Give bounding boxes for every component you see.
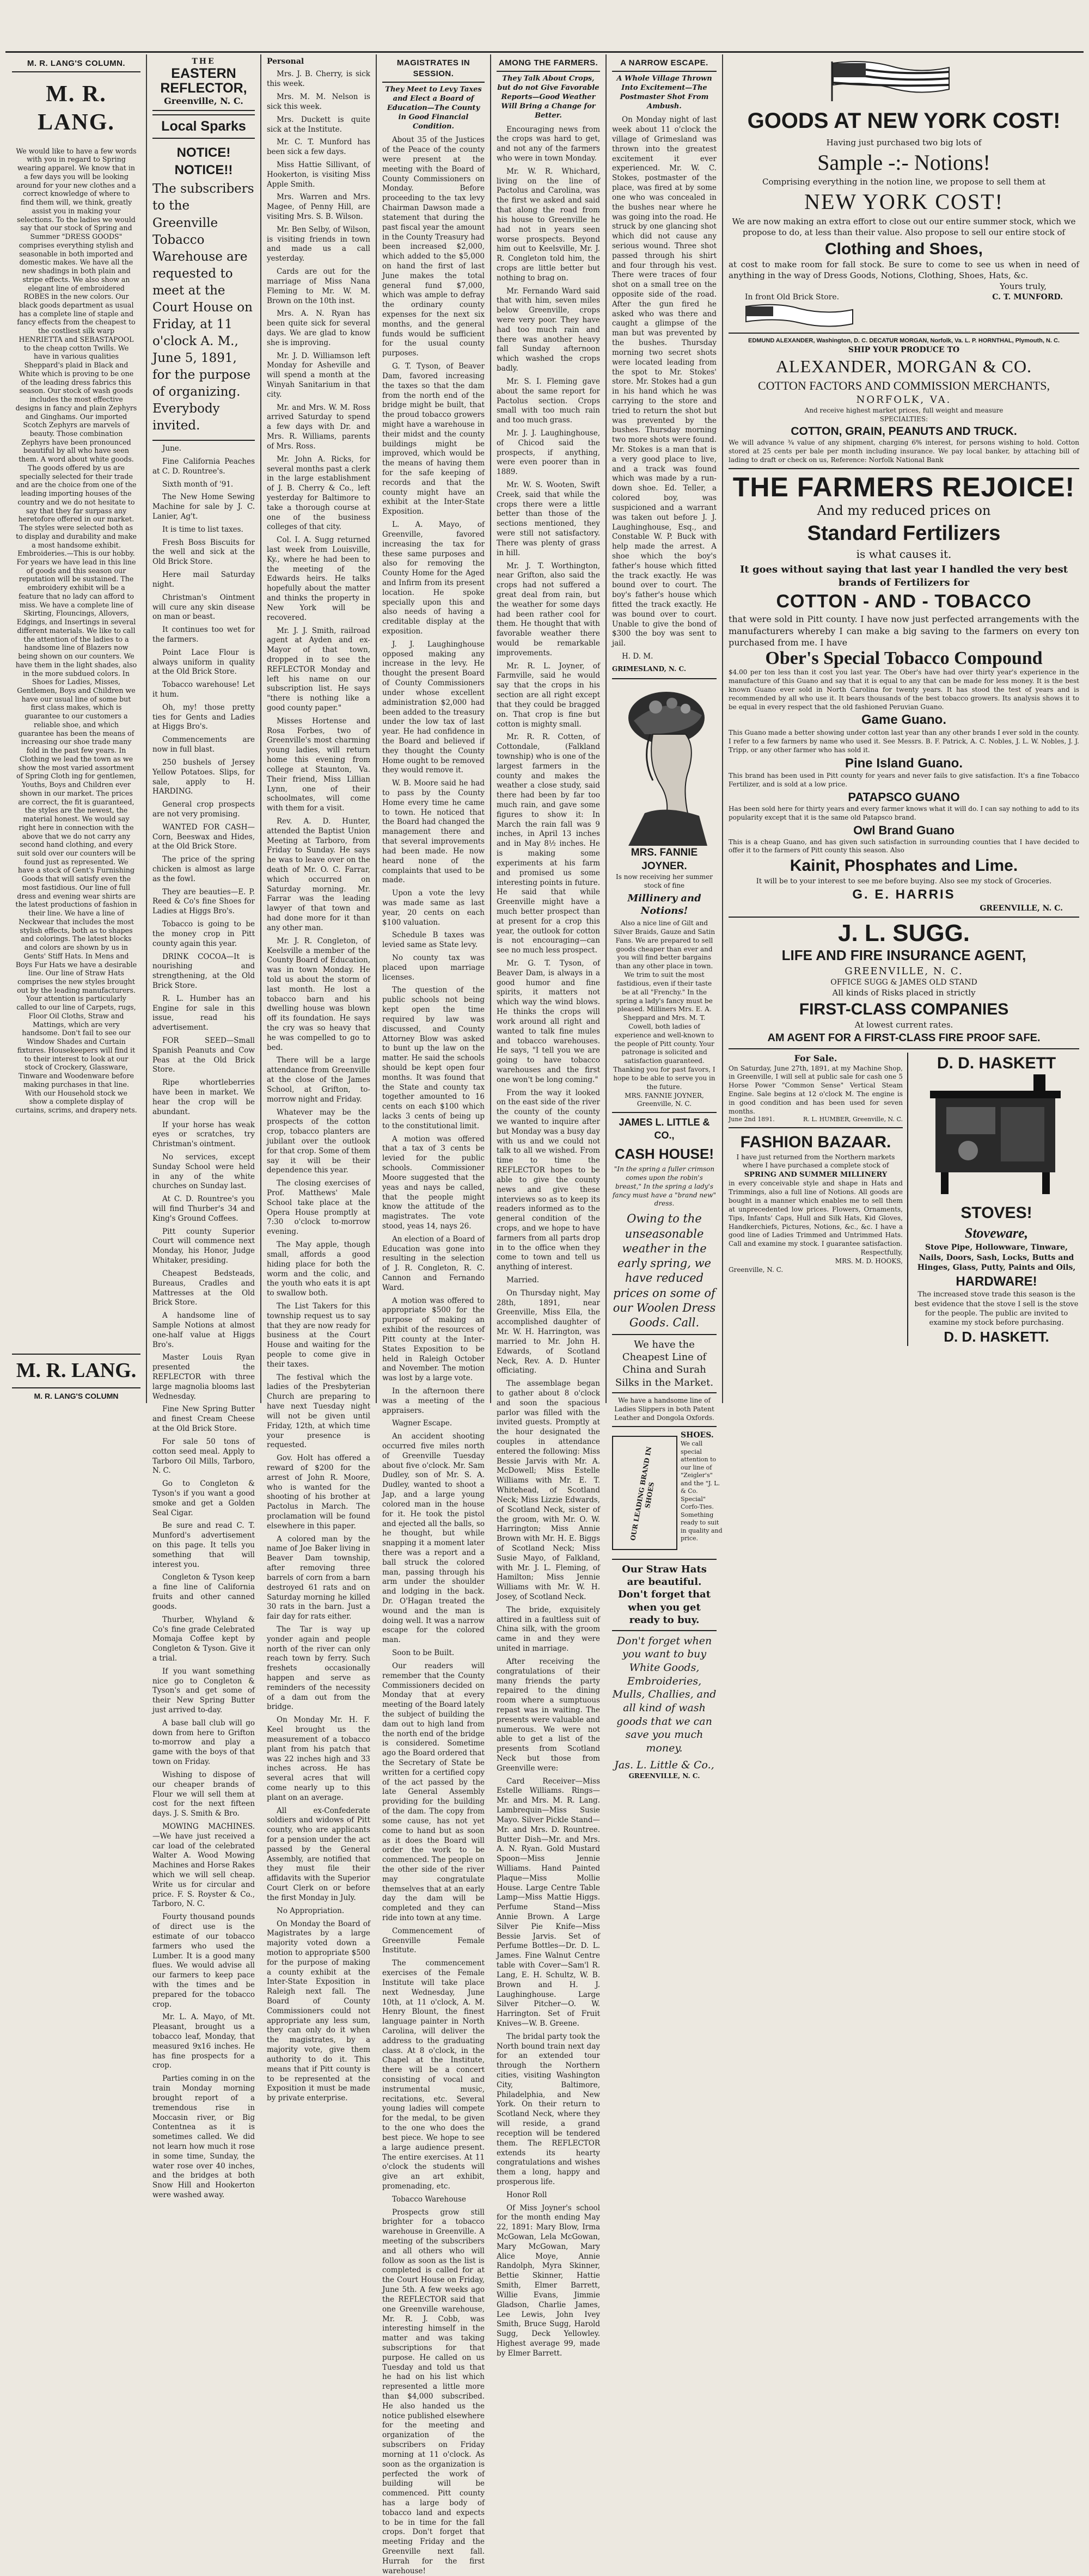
- personal-item: The festival which the ladies of the Presbyterian Church are preparing to have next Tuesday night will not be given until Friday, 12th, at which time your presence is requested.: [267, 1373, 370, 1450]
- article-paragraph: G. T. Tyson, of Beaver Dam, favored increasing the taxes so that the dam from the north end of the bridge might be built, that the proud tobacco growers might have a warehouse in their midst and the county buildings might be improved, which would be the means of having them for the safe keeping of records and that the county might have an exhibit at the Inter-State Exposition.: [382, 362, 485, 517]
- article-paragraph: Of Miss Joyner's school for the month ending May 22, 1891: Mary Blow, Irma McGowan, Lela McGowan, Mary McGowan, Mary Alice Moye, Annie Randolph, Myra Skinner, Bettie Skinner, Hattie Smith, Elmer Barrett, Willie Evans, Jimmie Gladson, Charlie James, Lee Lewis, John Ivey Smith, Bruce Sugg, Harold Sugg, Deck Yellowley. Highest average 99, made by Elmer Barrett.: [497, 2203, 600, 2358]
- section-title-local-sparks: Local Sparks: [152, 114, 255, 139]
- article-paragraph: Card Receiver—Miss Estelle Williams. Rings—Mr. and Mrs. M. R. Lang. Lambrequin—Miss Susie Mayo. Silver Pickle Stand—Mr. and Mrs. D. Rountree. Butter Dish—Mr. and Mrs. A. N. Ryan. Gold Mustard Spoon—Miss Jennie Williams. Hand Painted Plaque—Miss Mollie House. Large Centre Table Lamp—Miss Mattie Higgs. Perfume Stand—Miss Annie Brown. A Large Silver Pie Knife—Miss Bessie Jarvis. Set of Perfume Bottles—Dr. D. L. James. Fine Walnut Centre table with Cover—Sam'l R. Lang, E. H. Schultz, W. B. Brown and H. J. Laughinghouse. Large Silver Pitcher—O. W. Harrington. Set of Fruit Knives—W. B. Greene.: [497, 1776, 600, 2028]
- article-paragraph: In the afternoon there was a meeting of the appraisers.: [382, 1386, 485, 1415]
- local-items-list: [152, 444, 255, 2200]
- personal-item: Gov. Holt has offered a reward of $200 for the arrest of John R. Moore, who is wanted for the shooting of his brother at Pactolus in March. The proclamation will be found elsewhere in this paper.: [267, 1454, 370, 1530]
- stoveware: Stoveware,: [964, 1225, 1029, 1241]
- munford-location: In front Old Brick Store.: [745, 292, 840, 302]
- article-paragraph: An accident shooting occurred five miles north of Greenville Tuesday about five o'clock. Mr. Sam Dudley, son of Mr. S. A. Dudley, wanted to shoot a Jap, and a large young colored man in the house for it. He took the pistol and ejected all the balls, so he thought, but while snapping it a moment later there was a report and a ball struck the colored man, passing through his arm under the shoulder and lodging in the back. Dr. O'Hagan treated the wound and the man is doing well. It was a narrow escape for the colored man.: [382, 1432, 485, 1645]
- local-item: Ripe whortleberries have been in market. We hear the crop will be abundant.: [152, 1078, 255, 1116]
- column-rule: [605, 54, 607, 1403]
- personal-item: Mrs. A. N. Ryan has been quite sick for several days. We are glad to know she is improving.: [267, 309, 370, 347]
- comprising: Comprising everything in the notion line, we propose to sell them at: [762, 177, 1045, 187]
- local-item: Thurber, Whyland & Co's fine grade Celebrated Momaja Coffee kept by Congleton & Tyson. Give it a trial.: [152, 1615, 255, 1663]
- personal-item: Mrs. J. B. Cherry, is sick this week.: [267, 70, 370, 89]
- standard-fertilizers: Standard Fertilizers: [807, 521, 1001, 545]
- flag-small-icon: [745, 302, 854, 329]
- magistrates-header: MAGISTRATES IN SESSION.: [382, 58, 485, 83]
- sugg-name: J. L. SUGG.: [837, 920, 970, 947]
- personal-item: Mr. J. D. Williamson left Monday for Asheville and will spend a month at the Winyah Sanitarium in that city.: [267, 351, 370, 399]
- amh-sub: COTTON FACTORS AND COMMISSION MERCHANTS,: [757, 379, 1050, 393]
- what-causes: is what causes it.: [856, 547, 952, 561]
- lang-body: We would like to have a few words with you in regard to Spring wearing apparel. We know that in a few days you will be looking around for your new clothes and a correct knowledge of where to find them will, we think, greatly assist you in making your selections. To the ladies we would say that our stock of Spring and Summer "DRESS GOODS" comprises everything stylish and seasonable in both imported and domestic makes. We have all the new shadings in both plain and stripe effects. We also show an elegant line of embroidered ROBES in the new colors. Our black goods department as usual has a complete line of staple and fancy effects from the cheapest to the costliest silk warp HENRIETTA and SEBASTAPOOL to the cheap cotton Twills. We have in various qualities Sheppard's plaid in Black and White which is proving to be one of the leading dress fabrics this season. Our stock of wash goods includes the most effective designs in fancy and plain Zephyrs and Ginghams. Our imported Scotch Zephyrs are marvels of beauty. Those combination Zephyrs have been pronounced beautiful by all who have seen them. A word about white goods. The goods offered by us are specially selected for their trade and are the choice from one of the leading importing houses of the country and we do not hesitate to say that they far surpass any heretofore offered in our market. The styles were selected both as to display and durability and make a most handsome exhibit. Embroideries.—This is our hobby. For years we have lead in this line of goods and this season our reputation will be sustained. The embroidery exhibit will be a feature that no lady can afford to miss. We have a complete line of Skirting, Flouncings, Allovers, Edgings, and Insertings in several different materials. We like to call the attention of the ladies to a handsome line of Blazers now being shown on our counters. We have them in the light shades, also in the more subdued colors. In Shoes for Ladies, Misses, Gentlemen, Boys and Children we have our usual line of some but first class makes, which is guarantee to our customers a reliable shoe, and which guarantee has been the means of increasing our shoe trade many fold in the past few years. In Clothing we lead the town as we show the most varied assortment of Spring Cloth ing for gentlemen, Youths, Boys and Children ever shown in our market. The prices are correct, the fit is guaranteed, the styles are the newest, the material honest. We would say right here in connection with the above that we do not carry any second hand clothing, and every suit sold over our counters will be found just as represented. We have a stock of Gent's Furnishing Goods that will satisfy even the most fastidious. Our line of full dress and evening wear shirts are the latest productions of fashion in their line. We have a line of Neckwear that includes the most stylish effects, both as to shapes and colorings. The latest blocks and colors are shown by us in Gents' Stiff Hats. In Mens and Boys Fur Hats we have a desirable line. Our line of Straw Hats comprises the new styles brought out by the leading manufacturers. Your attention is particularly called to our line of Carpets, rugs, Floor Oil Cloths, Straw and Mattings, which are very handsome. Don't fail to see our Window Shades and Curtain fixtures. Housekeepers will find it to their interest to look at our stock of Crockery, Glassware, Tinware and Woodenware before making purchases in that line. With our Household stock we show a complete display of curtains, scrims, and drapery nets.: [15, 146, 137, 1114]
- cotton-text: that were sold in Pitt county. I have now just perfected arrangements with the manufacturers whereby I can make a big saving to the farmers on every ton purchased from me. I have: [729, 614, 1079, 648]
- flag-icon: [827, 59, 952, 102]
- column-farmers: [492, 54, 604, 2358]
- local-item: Pitt county Superior Court will commence next Monday, his Honor, Judge Whitaker, presiding.: [152, 1227, 255, 1265]
- local-item: MOWING MACHINES.—We have just received a car load of the celebrated Walter A. Wood Mowing Machines and Horse Rakes which we will sell cheap. Write us for circular and price. F. S. Royster & Co., Tarboro, N. C.: [152, 1822, 255, 1909]
- local-item: Tobacco warehouse! Let it hum.: [152, 680, 255, 699]
- local-item: At C. D. Rountree's you will find Thurber's 34 and King's Ground Coffees.: [152, 1195, 255, 1223]
- article-paragraph: A motion was offered to appropriate $500 for the purpose of making an exhibit of the resources of Pitt county at the Inter-States Exposition to be held in Raleigh October and November. The motion was lost by a large vote.: [382, 1296, 485, 1383]
- extra-effort: We are now making an extra effort to close out our entire summer stock, which we propose to do, at less than their value. Also propose to sell our entire stock of: [732, 216, 1076, 237]
- joyner-sig: MRS. FANNIE JOYNER, Greenville, N. C.: [625, 1091, 704, 1108]
- lang-footer-header: M. R. LANG'S COLUMN: [34, 1391, 119, 1400]
- local-item: Sixth month of '91.: [162, 479, 234, 489]
- personal-item: The Tar is way up yonder again and people north of the river can only reach town by ferry. Such freshets occasionally happen and serve as reminders of the necessity of a dam out from the bridge.: [267, 1625, 370, 1712]
- patapsco-guano: PATAPSCO GUANO: [848, 790, 960, 804]
- escape-dateline: GRIMESLAND, N. C.: [612, 665, 687, 673]
- amh-received: And receive highest market prices, full weight and measure: [804, 407, 1004, 415]
- little-slippers: We have a handsome line of Ladies Slippers in both Patent Leather and Dongola Oxfords.: [614, 1397, 714, 1422]
- spring-millinery: SPRING AND SUMMER MILLINERY: [744, 1171, 888, 1179]
- article-paragraph: No county tax was placed upon marriage licenses.: [382, 954, 485, 982]
- personal-item: Rev. A. D. Hunter, attended the Baptist Union Meeting at Tarboro, from Friday to Sunday. He says he was to leave over on the death of Mr. O. C. Farrar, which occurred on Saturday morning. Mr. Farrar was the leading lawyer of that town and had done more for it than any other man.: [267, 816, 370, 932]
- pine-text: This brand has been used in Pitt county for years and never fails to give satisfaction. It's a fine Tobacco Fertilizer, and is sold at a low price.: [729, 772, 1079, 788]
- article-paragraph: Encouraging news from the crops was hard to get, and not any of the farmers who were in town Monday.: [497, 125, 600, 163]
- personal-item: On Monday Mr. H. F. Keel brought us the measurement of a tobacco plant from his patch that was 22 inches high and 33 inches across. He has several acres that will come nearly up to this plant on an average.: [267, 1716, 370, 1802]
- local-item: They are beauties—E. P. Reed & Co's fine Shoes for Ladies at Higgs Bro's.: [152, 887, 255, 916]
- local-item: Tobacco is going to be the money crop in Pitt county again this year.: [152, 920, 255, 948]
- personal-item: Mr. J. R. Congleton, of Keelsville a member of the County Board of Education, was in town Monday. He told us about the storm of last month. He lost a tobacco barn and his dwelling house was blown off its foundation. He says the cry was so heavy that he was compelled to go to bed.: [267, 936, 370, 1052]
- personal-item: Mr. John A. Ricks, for several months past a clerk in the large establishment of J. B. Cherry & Co., left yesterday for Baltimore to take a thorough course at one of the business colleges of that city.: [267, 454, 370, 532]
- personal-item: Mr. C. T. Munford has been sick a few days.: [267, 138, 370, 157]
- personal-item: Mr. J. J. Smith, railroad agent at Ayden and ex-Mayor of that town, dropped in to see the REFLECTOR Monday and left his name on our subscription list. He says "there is nothing like a good county paper.": [267, 626, 370, 713]
- shoes-block: [612, 1430, 723, 1556]
- article-paragraph: Mr. J. J. Laughinghouse, of Chicod said the prospects, if anything, were even poorer than in 1889.: [497, 428, 600, 477]
- column-ads: [725, 54, 1082, 1403]
- local-item: The New Home Sewing Machine for sale by J. C. Lanier, Ag't.: [152, 493, 255, 521]
- amh-names: EDMUND ALEXANDER, Washington, D. C. DECATUR MORGAN, Norfolk, Va. L. P. HORNTHAL, Plymouth, N. C.: [748, 337, 1060, 345]
- masthead-name: EASTERN REFLECTOR,: [160, 66, 247, 96]
- farmers-rejoice: THE FARMERS REJOICE!: [732, 471, 1075, 502]
- yours-truly: Yours truly,: [1000, 281, 1047, 291]
- masthead-place: Greenville, N. C.: [164, 95, 243, 106]
- article-paragraph: Wagner Escape.: [392, 1419, 452, 1428]
- local-item: A handsome line of Sample Notions at almost one-half value at Higgs Bro's.: [152, 1311, 255, 1349]
- local-item: If your horse has weak eyes or scratches, try Christman's ointment.: [152, 1120, 255, 1149]
- local-item: WANTED FOR CASH—Corn, Beeswax and Hides, at the Old Brick Store.: [152, 822, 255, 851]
- article-paragraph: On Thursday night, May 28th, 1891, near Greenville, Miss Ella, the accomplished daughter of Mr. W. H. Harrington, was married to Mr. John H. Edwards, of Scotland Neck, Rev. A. D. Hunter officiating.: [497, 1288, 600, 1375]
- sugg-agent: AM AGENT FOR A FIRST-CLASS FIRE PROOF SAFE.: [767, 1032, 1041, 1044]
- amh-ship: SHIP YOUR PRODUCE TO: [848, 345, 960, 354]
- local-item: DRINK COCOA—It is nourishing and strengthening, at the Old Brick Store.: [152, 952, 255, 990]
- local-item: A base ball club will go down from here to Grifton to-morrow and play a game with the boys of that town on Friday.: [152, 1718, 255, 1767]
- sample-notions: Sample -:- Notions!: [817, 150, 990, 175]
- article-paragraph: Mr. Fernando Ward said that with him, seven miles below Greenville, crops were very poor. They have had too much rain and there was another heavy fall Sunday afternoon which washed the crops badly.: [497, 286, 600, 373]
- local-item: General crop prospects are not very promising.: [152, 800, 255, 819]
- little-poem: "In the spring a fuller crimson comes upon the robin's breast," In the spring a lady's fancy must have a "brand new" dress.: [612, 1165, 717, 1208]
- section-title-personal: Personal: [267, 57, 304, 66]
- local-item: Oh, my! those pretty ties for Gents and Ladies at Higgs Bro's.: [152, 703, 255, 731]
- personal-item: Mrs. Duckett is quite sick at the Institute.: [267, 115, 370, 134]
- kainit-text: It will be to your interest to see me before buying. Also see my stock of Groceries.: [756, 877, 1052, 886]
- local-item: No services, except Sunday School were held in any of the white churches on Sunday last.: [152, 1152, 255, 1191]
- little-sig-place: GREENVILLE, N. C.: [628, 1772, 700, 1780]
- article-paragraph: About 35 of the Justices of the Peace of the county were present at the meeting with the Board of County Commissioners on Monday. Before proceeding to the tax levy Chairman Dawson made a statement that during the past fiscal year the amount in the County Treasury had been increased $2,000, which added to the $5,000 on hand the first of last June makes the total general fund $7,000, which was ample to defray the ordinary county expenses for the next six months, and the general funds would be sufficient for the usual county purposes.: [382, 136, 485, 358]
- local-item: Fourty thousand pounds of direct use is the estimate of our tobacco farmers who used the Lumber. It is a good many flues. We would advise all our farmers to keep pace with the times and be prepared for the tobacco crop.: [152, 1913, 255, 2009]
- article-paragraph: Mr. W. R. Whichard, living on the line of Pactolus and Carolina, was the first we asked and said that along the road from his house to Greenville he had not in years seen worse prospects. Beyond him out to Keelsville, Mr. J. R. Congleton told him, the crops are little better but nothing to brag on.: [497, 167, 600, 282]
- article-paragraph: Married.: [506, 1276, 540, 1285]
- personal-item: Misses Hortense and Rosa Forbes, two of Greenville's most charming young ladies, will return home this evening from college at Staunton, Va. Their friend, Miss Lillian Lynn, one of their schoolmates, will come with them for a visit.: [267, 716, 370, 813]
- goods-title: GOODS AT NEW YORK COST!: [747, 109, 1061, 133]
- obers-compound: Ober's Special Tobacco Compound: [765, 648, 1043, 668]
- cgpt: COTTON, GRAIN, PEANUTS AND TRUCK.: [791, 425, 1017, 438]
- sugg-office: OFFICE SUGG & JAMES OLD STAND: [830, 978, 977, 987]
- article-paragraph: Mr. R. L. Joyner, of Farmville, said he would say that the crops in his section are all right except that they could be bragged on. That crop is fine but cotton is mighty small.: [497, 661, 600, 729]
- local-item: Congleton & Tyson keep a fine line of California fruits and other canned goods.: [152, 1573, 255, 1611]
- personal-item: Col. I. A. Sugg returned last week from Louisville, Ky., where he had been to the meeting of the Edwards heirs. He talks hopefully about the matter and thinks the property in New York will be recovered.: [267, 536, 370, 622]
- article-paragraph: H. D. M.: [622, 652, 653, 661]
- harris-place: GREENVILLE, N. C.: [980, 903, 1063, 913]
- personal-item: On Monday the Board of Magistrates by a large majority voted down a motion to appropriate $500 for the purpose of making a county exhibit at the Inter-State Exposition in Raleigh next fall. The Board of County Commissioners could not appropriate any less sum, they can only do it when the magistrates, by a majority vote, give them authority to do it. This means that if Pitt county is to be represented at the Exposition it must be made by private enterprise.: [267, 1919, 370, 2103]
- article-paragraph: Upon a vote the levy was made same as last year, 20 cents on each $100 valuation.: [382, 889, 485, 927]
- personal-item: All ex-Confederate soldiers and widows of Pitt county, who are applicants for a pension under the act passed by the General Assembly, are notified that they must file their affidavits with the Superior Court Clerk on or before the first Monday in July.: [267, 1806, 370, 1902]
- article-paragraph: From the way it looked on the east side of the river the county of the county we wanted to inquire after but Monday was a busy day with us and we could not talk to all we wished. From time to time the REFLECTOR hopes to be able to give the county news and give these interviews so as to keep its readers informed as to the general condition of the crops, and we hope to have farmers from all parts drop in to the office when they come to town and tell us anything of interest.: [497, 1088, 600, 1272]
- article-paragraph: A motion was offered that a tax of 3 cents be levied for the public schools. Commissioner Moore suggested that the yeas and nays be called, that the people might know the attitude of the magistrates. The vote stood, yeas 14, nays 26.: [382, 1134, 485, 1231]
- personal-item: Cards are out for the marriage of Miss Nana Fleming to Mr. W. M. Brown on the 10th inst.: [267, 267, 370, 305]
- local-item: Point Lace Flour is always uniform in quality at the Old Brick Store.: [152, 648, 255, 677]
- respectfully: Respectfully,: [860, 1249, 903, 1257]
- escape-article: [612, 115, 717, 662]
- column-rule: [722, 54, 723, 1403]
- article-paragraph: Soon to be Built.: [392, 1649, 455, 1658]
- article-paragraph: The bride, exquisitely attired in a faultless suit of China silk, with the groom came in and they were united in marriage.: [497, 1605, 600, 1653]
- hardware: HARDWARE!: [956, 1274, 1037, 1289]
- lang-title: M. R. LANG.: [38, 81, 115, 136]
- article-paragraph: W. B. Moore said he had to pass by the County Home every time he came to town. He noticed that the Board had changed the management there and that several improvements had been made. He now heard none of the complaints that used to be made.: [382, 779, 485, 885]
- personal-item: Miss Hattie Sillivant, of Hookerton, is visiting Miss Apple Smith.: [267, 160, 370, 189]
- little-italic: Owing to the unseasonable weather in the early spring, we have reduced prices on some of our Woolen Dress Goods. Call.: [613, 1212, 716, 1330]
- hooks-place: Greenville, N. C.: [729, 1265, 784, 1274]
- stoves: STOVES!: [960, 1204, 1032, 1222]
- kainit: Kainit, Phosphates and Lime.: [790, 857, 1018, 875]
- for-sale-sig: R. L. HUMBER, Greenville, N. C.: [803, 1116, 903, 1123]
- escape-header: A NARROW ESCAPE.: [612, 58, 717, 72]
- local-item: Mr. L. A. Mayo, of Mt. Pleasant, brought us a tobacco leaf, Monday, that measured 9x16 inches. He has fine prospects for a crop.: [152, 2013, 255, 2070]
- column-rule: [490, 54, 491, 1403]
- local-item: Wishing to dispose of our cheaper brands of Flour we will sell them at cost for the next fifteen days. J. S. Smith & Bro.: [152, 1770, 255, 1818]
- local-item: Be sure and read C. T. Munford's advertisement on this page. It tells you something that will interest you.: [152, 1521, 255, 1569]
- article-paragraph: Mr. W. S. Wooten, Swift Creek, said that while the crops there were a little better than those of the sections mentioned, they were still not satisfactory. There was plenty of grass in hill.: [497, 481, 600, 557]
- for-sale-title: For Sale.: [794, 1053, 837, 1064]
- article-paragraph: L. A. Mayo, of Greenville, favored increasing the tax for these same purposes and also for removing the County Home for the Aged and Infirm from its present location. He spoke specially upon this and also needs of having a creditable display at the exposition.: [382, 520, 485, 636]
- local-item: FOR SEED—Small Spanish Peanuts and Cow Peas at the Old Brick Store.: [152, 1036, 255, 1074]
- joyner-name: MRS. FANNIE JOYNER.: [631, 846, 698, 872]
- local-item: Master Louis Ryan presented the REFLECTOR with three large magnolia blooms last Wednesday.: [152, 1353, 255, 1401]
- joyner-line2: Millinery and Notions!: [627, 892, 701, 917]
- stove-icon: [914, 1074, 1077, 1200]
- game-text: This Guano made a better showing under cotton last year than any other brands I ever sold in the county. I refer to a few farmers by name who used it. See Messrs. B. F. Patrick, A. C. Nobles, J. L. W. Nobles, J. J. Tripp, or any other farmer who has sold it.: [729, 729, 1079, 754]
- amh-place: NORFOLK, VA.: [856, 394, 952, 406]
- haskett-title: D. D. HASKETT: [937, 1054, 1056, 1073]
- local-item: Cheapest Bedsteads, Bureaus, Cradles and Mattresses at the Old Brick Store.: [152, 1269, 255, 1307]
- new-york-cost: NEW YORK COST!: [804, 189, 1004, 214]
- dont-forget: Don't forget when you want to buy White Goods, Embroideries, Mulls, Challies, and all kind of wash goods that we can save you much money.: [612, 1634, 717, 1755]
- personal-item: The List Takers for this township request us to say that they are now ready for business at the Court House and waiting for the people to come give in their taxes.: [267, 1301, 370, 1369]
- shoes-text: We call special attention to our line of "Zeigler's" and the "J. L. & Co. Special" Corfo-Ties. Something ready to suit in quality and price.: [681, 1440, 723, 1542]
- owl-text: This is a cheap Guano, and has given such satisfaction in surrounding counties that I have decided to offer it to the farmers of Pitt county this season. Also: [729, 838, 1079, 854]
- masthead-the: THE: [192, 57, 216, 66]
- fashion-text: I have just returned from the Northern markets where I have purchased a complete stock of: [736, 1153, 895, 1170]
- sugg-title: LIFE AND FIRE INSURANCE AGENT,: [781, 947, 1026, 964]
- article-paragraph: J. J. Laughinghouse opposed making any increase in the levy. He thought the present Board of County Commissioners under whose excellent administration $2,000 had been added to the treasury under the low tax of last year. He had confidence in the Board and believed if they thought the County Home ought to be removed they would remove it.: [382, 640, 485, 775]
- personal-item: The May apple, though small, affords a good hiding place for both the worm and the colic, and the youth who eats it is apt to swallow both.: [267, 1240, 370, 1298]
- article-paragraph: On Monday night of last week about 11 o'clock the village of Grimesland was thrown into the greatest excitement it ever experienced. Mr. W. C. Stokes, postmaster of the place, was fired at by some one who was concealed in the bushes near where he was going into the road. He struck by one glancing shot which did not cause any serious wound. Three shot passed through his shirt and four through his vest. There were traces of four shot on a small tree on the opposite side of the road. After the gun fired he asked who was there and caught a glimpse of the man but was prevented by the bushes. Thursday morning two secret shots were located leading from the spot to Mr. Stokes' store. Mr. Stokes had a gun in his hand which he was carrying to the store and tried to return the shot but was prevented by the bushes. Thursday morning two more shots were found. Mr. Stokes is a man that is a very good place to live, and a track was found which was made by a run-down shoe. Ed. Teller, a colored boy, was suspicioned and a warrant was taken out before J. J. Laughinghouse, Esq., and Constable W. P. Buck with help made the arrest. A shoe which the boy's father's house which fitted the track exactly. He was bound over to court. The boy's father's house which fitted the track exactly. He was bound over to court. Unable to give the bond of $300 the boy was sent to jail.: [612, 115, 717, 648]
- article-paragraph: Commencement of Greenville Female Institute.: [382, 1926, 485, 1955]
- notice-text: The subscribers to the Greenville Tobacco Warehouse are requested to meet at the Court House on Friday, at 11 o'clock A. M., June 5, 1891, for the purpose of organizing. Everybody invited.: [152, 182, 254, 433]
- local-item: Christman's Ointment will cure any skin disease on man or beast.: [152, 593, 255, 622]
- local-item: 250 bushels of Jersey Yellow Potatoes. Slips, for sale, apply to H. HARDING.: [152, 758, 255, 796]
- article-paragraph: Our readers will remember that the County Commissioners decided on Monday that at every meeting of the Board lately the subject of building the dam out to high land from the north end of the bridge is considered. Sometime ago the Board ordered that the Secretary of State be written for a certified copy of the act passed by the late General Assembly providing for the building of the dam. The copy from some cause, has not yet come to hand but as soon as it does the Board will order the work to be commenced. The people on the other side of the river may congratulate themselves that at an early day the dam will be completed and they can ride into town at any time.: [382, 1661, 485, 1922]
- local-item: If you want something nice go to Congleton & Tyson's and get some of their New Spring Butter just arrived to-day.: [152, 1667, 255, 1714]
- little-title: CASH HOUSE!: [614, 1145, 714, 1162]
- obers-text: $4.00 per ton less than it cost you last year. The Ober's have had over thirty year's experience in the manufacture of this Guano and say that it is equal to any that can be made for less money. It is the best known Guano ever sold in North Carolina for twenty years. It has stood the test of years and is recommended by all who use it. It bears thousands of the best tobacco growers. Its analysis shows it to be equal in every respect that the old fashioned Peruvian Guano.: [729, 668, 1079, 711]
- personal-item: The closing exercises of Prof. Matthews' Male School take place at the Opera House promptly at 7:30 o'clock to-morrow evening.: [267, 1179, 370, 1237]
- article-paragraph: Prospects grow still brighter for a tobacco warehouse in Greenville. A meeting of the subscribers and all others who will follow as soon as the list is completed is called for at the Court House on Friday, June 5th. A few weeks ago the REFLECTOR said that one Greenville warehouse, Mr. R. J. Cobb, was interesting himself in the matter and was taking subscriptions for that purpose. He called on us Tuesday and told us that he had on his list which represented a little more than $4,000 subscribed. He also handed us the notice published elsewhere for the meeting and organization of the subscribers on Friday morning at 11 o'clock. As soon as the organization is perfected the work of building will be commenced. Pitt county has a large body of tobacco land and expects to be in time for the fall crops. Don't forget that meeting Friday and the Greenville next fall. Hurrah for the first warehouse!: [382, 2208, 485, 2575]
- sugg-place: GREENVILLE, N. C.: [845, 965, 963, 977]
- patapsco-text: Has been sold here for thirty years and every farmer knows what it will do. I can say nothing to add to its popularity except that it is the same old Patapsco brand.: [729, 804, 1079, 821]
- column-header: M. R. LANG'S COLUMN.: [12, 59, 140, 72]
- local-item: Fine California Peaches at C. D. Rountree's.: [152, 457, 255, 476]
- article-paragraph: Honor Roll: [506, 2190, 547, 2199]
- magistrates-article: [382, 136, 485, 2576]
- lang-footer-title: M. R. LANG.: [16, 1359, 137, 1382]
- sugg-kinds: All kinds of Risks placed in strictly: [832, 987, 976, 998]
- personal-item: There will be a large attendance from Greenville at the close of the James School, at Grifton, to-morrow night and Friday.: [267, 1056, 370, 1104]
- local-item: It is time to list taxes.: [162, 525, 243, 534]
- article-paragraph: Mr. S. I. Fleming gave about the same report for Pactolus section. Crops small with too much rain and too much grass.: [497, 377, 600, 425]
- column-personal: [262, 54, 375, 2103]
- article-paragraph: The commencement exercises of the Female Institute will take place next Wednesday, June 10th, at 11 o'clock, A. M. Henry Blount, the finest language painter in North Carolina, will deliver the address to the graduating class. At 8 o'clock, in the Chapel at the Institute, there will be a concert consisting of vocal and instrumental music, recitations, etc. Several young ladies will compete for the medal, to be given to the one who does the best piece. We hope to see a large audience present. The entire exercises. At 11 o'clock the students will give an art exhibit, promenading, etc.: [382, 1959, 485, 2191]
- haskett-sig: D. D. HASKETT.: [944, 1329, 1049, 1345]
- personal-item: Mrs. Warren and Mrs. Magee, of Penny Hill, are visiting Mrs. S. B. Wilson.: [267, 193, 370, 222]
- for-sale-text: On Saturday, June 27th, 1891, at my Machine Shop, in Greenville, I will sell at public sale for cash one 5 Horse Power "Common Sense" Vertical Steam Engine. Sale begins at 12 o'clock M. The engine is in good condition and has been used for seven months.: [729, 1064, 903, 1115]
- clothing-shoes: Clothing and Shoes,: [825, 239, 983, 258]
- top-rule: [5, 51, 1084, 53]
- spring-text: in every conceivable style and shape in Hats and Trimmings, also a full line of Notions. All goods are bought in a manner which enables me to sell them at unprecedented low prices. Flowers, Ornaments, Tips, Infants' Caps, Hull and Silk Hats, Kid Gloves, Handkerchiefs, Pictures, Notions, &c., &c. I have a good line of Ladies Trimmed and Untrimmed Hats. Call and examine my stock. I guarantee satisfaction.: [729, 1179, 903, 1248]
- column-lang: [8, 54, 145, 1403]
- article-paragraph: The bridal party took the North bound train next day for an extended tour through the Northern cities, visiting Washington City, Baltimore, Philadelphia, and New York. On their return to Scotland Neck, where they will reside, a grand reception will be tendered them. The REFLECTOR extends its hearty congratulations and wishes them a long, happy and prosperous life.: [497, 2032, 600, 2186]
- column-rule: [376, 54, 377, 1403]
- local-item: June.: [162, 444, 182, 453]
- harris-name: G. E. HARRIS: [852, 887, 956, 902]
- personal-item: Mrs. M. M. Nelson is sick this week.: [267, 93, 370, 111]
- article-paragraph: Mr. R. R. Cotten, of Cottondale, (Falkland township) who is one of the largest farmers in the county and makes the weather a close study, said there had been by far too much rain, and gave some figures to show it: In March the rain fall was 9 inches, in April 13 inches and in May 8½ inches. He is making some experiments at his farm and promised us some interesting points in future. He said that while Greenville might have a much better prospect than at present for a crop this year, the outlook for cotton is not encouraging—can see no much less prospect.: [497, 733, 600, 955]
- lady-portrait-icon: [612, 683, 721, 846]
- local-item: It continues too wet for the farmers.: [152, 625, 255, 644]
- article-paragraph: Schedule B taxes was levied same as State levy.: [382, 931, 485, 950]
- local-item: Commencements are now in full blast.: [152, 735, 255, 754]
- personal-item: Mr. and Mrs. W. M. Ross arrived Saturday to spend a few days with Dr. and Mrs. R. Williams, parents of Mrs. Ross.: [267, 403, 370, 451]
- stove-text: Stove Pipe, Hollowware, Tinware, Nails, Doors, Sash, Locks, Butts and Hinges, Glass, Putty, Paints and Oils,: [917, 1243, 1076, 1272]
- farmers-article: [497, 125, 600, 2359]
- fashion-bazaar: FASHION BAZAAR.: [740, 1133, 891, 1151]
- little-china: We have the Cheapest Line of China and Surah Silks in the Market.: [615, 1338, 714, 1388]
- escape-subhead: A Whole Village Thrown Into Excitement—The Postmaster Shot From Ambush.: [616, 74, 712, 111]
- joyner-body: Also a nice line of Gilt and Silver Braids, Gauze and Satin Fans. We are prepared to sell goods cheaper than ever and you will find better bargains than any other place in town. We trim to suit the most fastidious, even if their taste be at all "Frenchy." In the spring a lady's fancy must be pleased. Milliners Mrs. E. A. Sheppard and Mrs. M. T. Cowell, both ladies of experience and well-known to the people of Pitt county. Your patronage is solicited and satisfaction guaranteed. Thanking you for past favors, I hope to be able to serve you in the future.: [613, 919, 715, 1091]
- farmers-header: AMONG THE FARMERS.: [497, 58, 600, 72]
- munford-sig: C. T. MUNFORD.: [992, 292, 1063, 302]
- local-item: Here mail Saturday night.: [152, 570, 255, 589]
- article-paragraph: Mr. J. T. Worthington, near Grifton, also said the crops had not suffered a great deal from rain, but the weather for some days had been rather cool for them. He thought that with favorable weather there would be remarkable improvements.: [497, 561, 600, 657]
- local-item: Fine New Spring Butter and finest Cream Cheese at the Old Brick Store.: [152, 1405, 255, 1434]
- shoes-banner: [612, 1436, 677, 1550]
- straw-hats: Our Straw Hats are beautiful. Don't forget that when you get ready to buy.: [617, 1563, 711, 1626]
- reduced-prices: And my reduced prices on: [817, 502, 991, 518]
- article-paragraph: Mr. G. T. Tyson, of Beaver Dam, is always in a good humor and fine spirits, it matters not which way the wind blows. He thinks the crops will work around all right and wanted to talk fine mules and tobacco warehouses. He says, "I tell you we are going to have tobacco warehouses and the first one won't be long coming.": [497, 959, 600, 1084]
- notice-title: NOTICE! NOTICE!!: [174, 145, 233, 177]
- personal-item: Whatever may be the prospects of the cotton crop, tobacco planters are jubilant over the outlook for that crop. Some of them say it will be their dependence this year.: [267, 1108, 370, 1175]
- article-paragraph: After receiving the congratulations of their many friends the party repaired to the dining room where a sumptuous repast was in waiting. The presents were valuable and numerous. We were not able to get a list of the presents from Scotland Neck but those from Greenville were:: [497, 1657, 600, 1773]
- article-paragraph: The assemblage began to gather about 8 o'clock and soon the spacious parlor was filled with the invited guests. Promptly at the hour designated the couples in attendance entered the following: Miss Bessie Jarvis with Mr. A. McDowell; Miss Estelle Williams with Mr. E. T. Whitehead, of Scotland Neck; Miss Lizzie Edwards, of Scotland Neck, sister of the groom, with Mr. O. W. Harrington; Miss Annie Brown with Mr. H. E. Biggs of Scotland Neck; Miss Susie Mayo, of Falkland, with Mr. J. L. Fleming, of Hamilton; Miss Jennie Williams with Mr. W. H. Josey, of Scotland Neck.: [497, 1379, 600, 1602]
- hooks-name: MRS. M. D. HOOKS,: [835, 1257, 903, 1265]
- specialties: SPECIALTIES:: [879, 415, 928, 423]
- pine-guano: Pine Island Guano.: [845, 755, 963, 771]
- personal-item: A colored man by the name of Joe Baker living in Beaver Dam township, after removing three barrels of corn from a barn destroyed 61 rats and on Saturday morning he killed 30 rats in the barn. Just a fair day for rats either.: [267, 1534, 370, 1621]
- game-guano: Game Guano.: [861, 712, 947, 728]
- shoes-side-text: OUR LEADING BRAND IN SHOES: [629, 1446, 656, 1541]
- amh-title: ALEXANDER, MORGAN & CO.: [775, 356, 1032, 377]
- personal-item: Mr. Ben Selby, of Wilson, is visiting friends in town and made us a call yesterday.: [267, 225, 370, 263]
- column-magistrates: [378, 54, 489, 2575]
- local-item: R. L. Humber has an Engine for sale in this issue, read his advertisement.: [152, 994, 255, 1032]
- column-rule: [260, 54, 261, 1403]
- local-item: Fresh Boss Biscuits for the well and sick at the Old Brick Store.: [152, 538, 255, 567]
- farmers-subhead: They Talk About Crops, but do not Give Favorable Reports—Good Weather Will Bring a Change for Better.: [497, 74, 599, 120]
- cotton-tobacco: COTTON - AND - TOBACCO: [776, 591, 1032, 612]
- local-item: Go to Congleton & Tyson's if you want a good smoke and get a Golden Seal Cigar.: [152, 1479, 255, 1517]
- article-paragraph: Tobacco Warehouse: [392, 2194, 466, 2204]
- hardware-text: The increased stove trade this season is the best evidence that the stove I sell is the stove for the people. The public are invited to examine my stock before purchasing.: [914, 1290, 1079, 1327]
- column-local-sparks: [148, 54, 259, 2199]
- goods-sub: Having just purchased two big lots of: [826, 137, 982, 147]
- local-item: Parties coming in on the train Monday morning brought report of a tremendous rise in Moccasin river, or Big Contentnea as it is sometimes called. We did not learn how much it rose in some time, Sunday, the water rose over 40 inches, and the bridges at both Snow Hill and Hookerton were washed away.: [152, 2074, 255, 2199]
- cost-text: at cost to make room for fall stock. Be sure to come to see us when in need of anything in the way of Dress Goods, Notions, Clothing, Shoes, Hats, &c.: [729, 260, 1079, 280]
- personal-items-list: [267, 70, 370, 2104]
- little-sig: Jas. L. Little & Co.,: [614, 1759, 714, 1771]
- article-paragraph: The question of the public schools not being kept open the time required by law was discussed, and County Attorney Blow was asked to bunt up the law on the matter. He said the schools should be kept open four months. It was found that the State and county tax together amounted to 16 cents on each $100 which lacks 3 cents of being up to the constitutional limit.: [382, 986, 485, 1130]
- article-paragraph: An election of a Board of Education was gone into resulting in the selection of J. R. Congleton, R. C. Cannon and Fernando Ward.: [382, 1234, 485, 1292]
- sugg-first-class: FIRST-CLASS COMPANIES: [799, 1000, 1009, 1018]
- local-item: For sale 50 tons of cotton seed meal. Apply to Tarboro Oil Mills, Tarboro, N. C.: [152, 1437, 255, 1475]
- goes-without: It goes without saying that last year I handled the very best brands of Fertilizers for: [739, 564, 1068, 588]
- joyner-line1: Is now receiving her summer stock of fine: [616, 872, 713, 889]
- for-sale-date: June 2nd 1891.: [729, 1116, 775, 1123]
- sugg-rates: At lowest current rates.: [854, 1020, 953, 1030]
- little-name: JAMES L. LITTLE & CO.,: [619, 1117, 710, 1141]
- column-rule: [146, 54, 147, 1403]
- local-item: The price of the spring chicken is almost as large as the fowl.: [152, 855, 255, 883]
- column-narrow-escape: [608, 54, 723, 1780]
- magistrates-subhead: They Meet to Levy Taxes and Elect a Board of Education—The County in Good Financial Condition.: [385, 85, 482, 131]
- lady-illustration: [612, 683, 717, 846]
- cgpt-text: We will advance ¾ value of any shipment, charging 6% interest, for persons wishing to hold. Cotton stored at 25 cents per bale per month including insurance. We pay local banker, by attaching bill of lading to draft or check on us, Reference: Norfolk National Bank: [729, 439, 1079, 464]
- personal-item: No Appropriation.: [277, 1906, 345, 1915]
- owl-guano: Owl Brand Guano: [853, 823, 955, 837]
- shoes-title: SHOES.: [681, 1430, 714, 1440]
